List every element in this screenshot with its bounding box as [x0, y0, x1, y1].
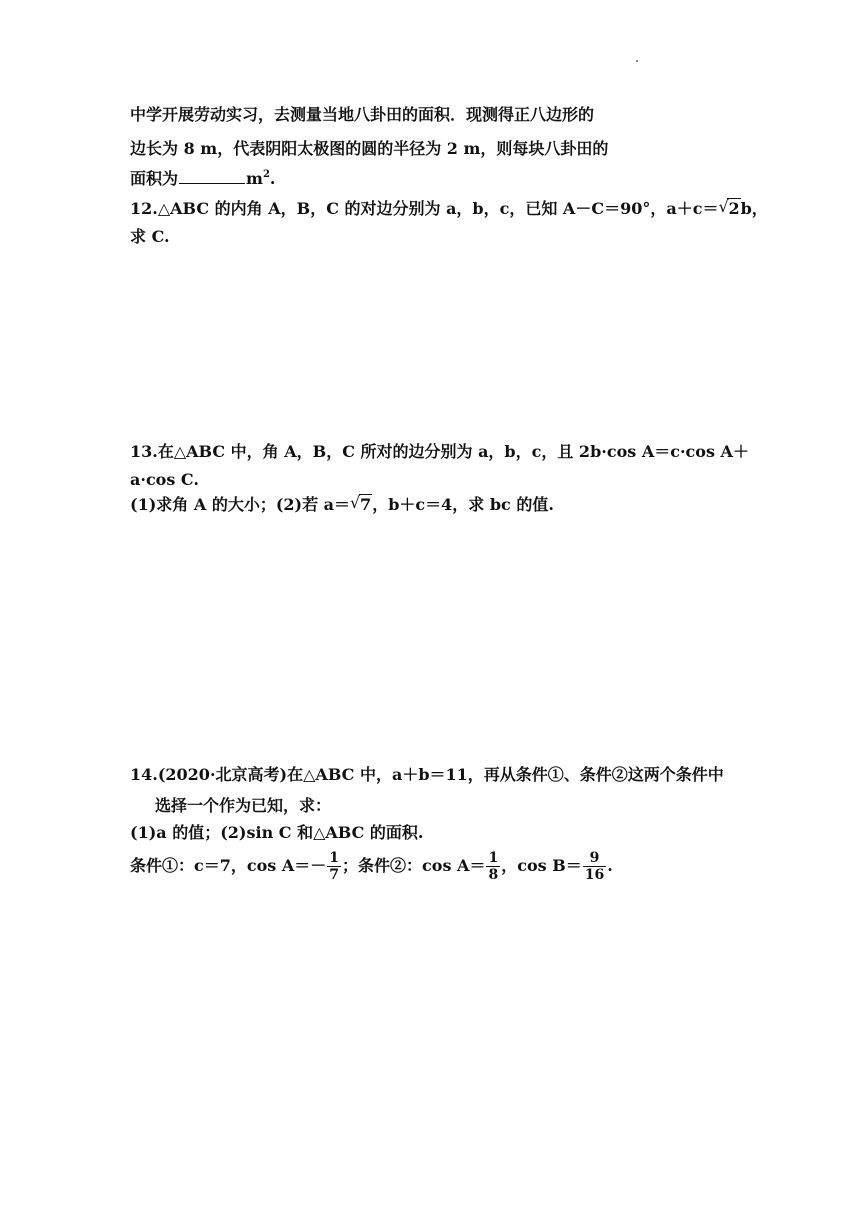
p12-line1: 12.△ABC 的内角 A，B，C 的对边分别为 a，b，c，已知 A－C＝90°，a＋c＝ √ 2b，	[130, 197, 768, 218]
corner-dot	[636, 60, 638, 62]
p14-line4: 条件①：c＝7，cos A＝－ $\frac{1}{7}$ ；条件②：cos A＝ $\frac{1}{8}$ ，cos B＝ $\frac{9}{16}$ .	[130, 850, 613, 883]
fraction: $\frac{9}{16}$	[584, 850, 605, 883]
p13-line2: a·cos C.	[130, 470, 199, 489]
p13-line1: 13.在△ABC 中，角 A，B，C 所对的边分别为 a，b，c，且 2b·cos A＝c·cos A＋	[130, 442, 749, 461]
p14-line3: (1)a 的值；(2)sin C 和△ABC 的面积.	[130, 823, 424, 842]
p12-line2: 求 C.	[130, 227, 170, 246]
fraction: $\frac{1}{7}$	[329, 850, 340, 883]
source-label: 北京高考	[215, 765, 280, 784]
p11-line2: 边长为 8 m，代表阴阳太极图的圆的半径为 2 m，则每块八卦田的	[130, 139, 609, 158]
p13-line3: (1)求角 A 的大小；(2)若 a＝ √ 7，b＋c＝4，求 bc 的值.	[130, 493, 554, 514]
sqrt-expression: √ 2	[718, 197, 740, 218]
p11-line1: 中学开展劳动实习，去测量当地八卦田的面积．现测得正八边形的	[130, 105, 595, 124]
fraction: $\frac{1}{8}$	[488, 850, 499, 883]
sqrt-expression: √ 7	[350, 493, 372, 514]
p14-line2: 选择一个作为已知，求：	[155, 796, 332, 815]
p11-line3: 面积为 $m^2$.	[130, 169, 276, 188]
p14-line1: 14.(2020·北京高考)在△ABC 中，a＋b＝11，再从条件①、条件②这两个条件中	[130, 765, 724, 784]
answer-blank[interactable]	[179, 169, 245, 184]
